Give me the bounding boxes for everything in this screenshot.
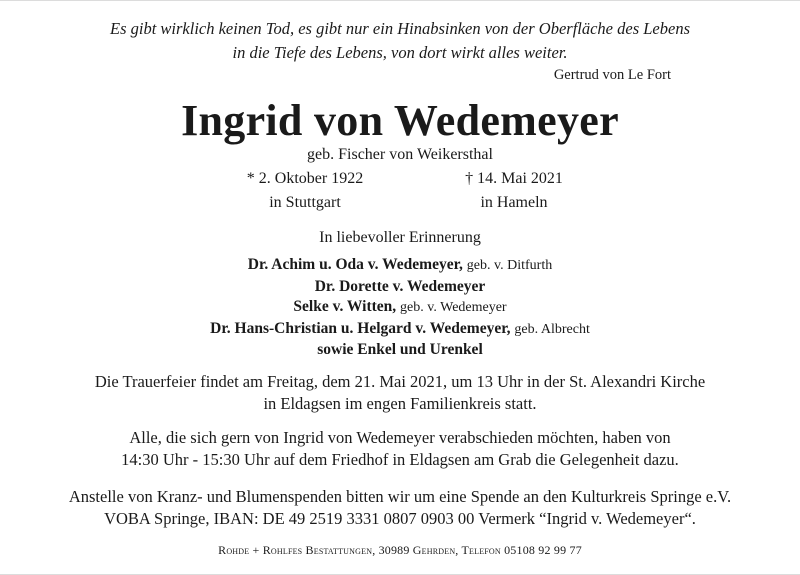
mourner-name: Dr. Dorette v. Wedemeyer (314, 277, 486, 295)
mourner-line (0, 277, 800, 298)
memory-line: In liebevoller Erinnerung (319, 229, 481, 246)
mourner-name: sowie Enkel und Urenkel (317, 341, 483, 358)
mourner-note: geb. v. Wedemeyer (400, 300, 507, 315)
mourner-name: Dr. Hans-Christian u. Helgard v. Wedemeyer, (210, 319, 511, 337)
mourner-note: geb. Albrecht (514, 321, 590, 337)
funeral-home-footer (0, 543, 800, 558)
farewell-line-1: Alle, die sich gern von Ingrid von Wedemeyer verabschieden möchten, haben von (129, 428, 671, 447)
death-place: in Hameln (480, 194, 548, 211)
mourner-note: geb. v. Ditfurth (466, 258, 553, 273)
phone-number: 05108 92 99 77 (500, 543, 582, 557)
mourner-name: Selke v. Witten, (293, 298, 397, 315)
epigraph-quote (0, 17, 800, 65)
deceased-name: Ingrid von Wedemeyer (181, 96, 619, 145)
mourners-list (0, 255, 800, 361)
donation-line-1: Anstelle von Kranz- und Blumenspenden bitten wir um eine Spende an den Kulturkreis Springe e.V. (68, 487, 732, 506)
birth-date: * 2. Oktober 1922 (246, 170, 364, 187)
death-info (394, 167, 634, 215)
quote-line-1: Es gibt wirklich keinen Tod, es gibt nur ein Hinabsinken von der Oberfläche des Lebens (109, 19, 690, 38)
birth-place: in Stuttgart (269, 194, 341, 211)
funeral-line-2: in Eldagsen im engen Familienkreis statt. (263, 393, 537, 413)
funeral-home-name: Rohde + Rohlfes Bestattungen (218, 543, 373, 557)
quote-line-2: in die Tiefe des Lebens, von dort wirkt alles weiter. (232, 43, 568, 62)
farewell-line-2: 14:30 Uhr - 15:30 Uhr auf dem Friedhof in Eldagsen am Grab die Gelegenheit dazu. (121, 449, 679, 469)
quote-author: Gertrud von Le Fort (553, 67, 671, 83)
phone-label: Telefon (461, 543, 501, 557)
death-date: † 14. Mai 2021 (465, 170, 563, 187)
funeral-paragraph (0, 371, 800, 414)
donation-paragraph (0, 486, 800, 529)
donation-line-2: VOBA Springe, IBAN: DE 49 2519 3331 0807 0903 00 Vermerk “Ingrid v. Wedemeyer“. (104, 508, 696, 528)
mourner-line (0, 297, 800, 319)
mourner-name: Dr. Achim u. Oda v. Wedemeyer, (247, 256, 463, 273)
mourner-line (0, 255, 800, 277)
mourner-line (0, 340, 800, 361)
mourner-line (0, 319, 800, 341)
birth-info (185, 167, 425, 215)
funeral-home-address: , 30989 Gehrden, (372, 543, 462, 557)
maiden-name: geb. Fischer von Weikersthal (307, 146, 493, 163)
funeral-line-1: Die Trauerfeier findet am Freitag, dem 21. Mai 2021, um 13 Uhr in der St. Alexandri Kirche (94, 372, 706, 391)
farewell-paragraph (0, 427, 800, 470)
